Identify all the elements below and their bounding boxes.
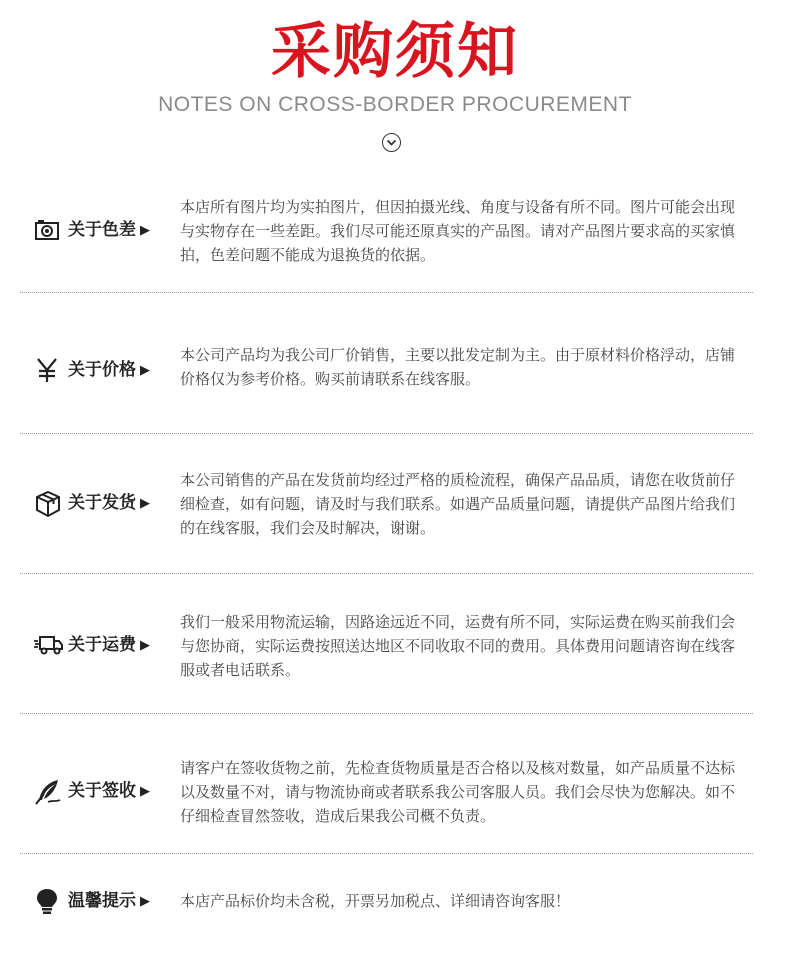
divider <box>20 292 753 293</box>
section-label: 温馨提示 ▶ <box>68 891 150 911</box>
feather-pen-icon <box>34 778 60 804</box>
divider <box>20 573 753 574</box>
arrow-right-icon: ▶ <box>140 363 150 378</box>
section-text: 本公司产品均为我公司厂价销售，主要以批发定制为主。由于原材料价格浮动，店铺价格仅为参考价格。购买前请联系在线客服。 <box>180 346 736 388</box>
section-receipt <box>20 756 753 836</box>
section-tips <box>20 887 753 917</box>
yen-icon <box>34 357 60 383</box>
section-price <box>20 343 753 403</box>
arrow-right-icon: ▶ <box>140 784 150 799</box>
chevron-down-circle-icon <box>382 133 401 152</box>
arrow-right-icon: ▶ <box>140 638 150 653</box>
section-freight <box>20 610 753 690</box>
package-box-icon <box>34 490 60 516</box>
section-color-difference <box>20 195 753 275</box>
divider <box>20 433 753 434</box>
divider <box>20 853 753 854</box>
arrow-right-icon: ▶ <box>140 496 150 511</box>
section-label: 关于签收 ▶ <box>68 781 150 801</box>
arrow-right-icon: ▶ <box>140 894 150 909</box>
section-text: 本店所有图片均为实拍图片，但因拍摄光线、角度与设备有所不同。图片可能会出现与实物存在一些差距。我们尽可能还原真实的产品图。请对产品图片要求高的买家慎拍，色差问题不能成为退换货的依据。 <box>180 198 736 264</box>
section-text: 本公司销售的产品在发货前均经过严格的质检流程，确保产品品质，请您在收货前仔细检查，如有问题，请及时与我们联系。如遇产品质量问题，请提供产品图片给我们的在线客服，我们会及时解决，谢谢。 <box>180 471 736 537</box>
section-text: 请客户在签收货物之前，先检查货物质量是否合格以及核对数量，如产品质量不达标以及数量不对，请与物流协商或者联系我公司客服人员。我们会尽快为您解决。如不仔细检查冒然签收，造成后果我公司概不负责。 <box>180 759 736 825</box>
section-text: 我们一般采用物流运输，因路途远近不同，运费有所不同，实际运费在购买前我们会与您协商，实际运费按照送达地区不同收取不同的费用。具体费用问题请咨询在线客服或者电话联系。 <box>180 613 736 679</box>
section-label: 关于价格 ▶ <box>68 360 150 380</box>
section-label: 关于运费 ▶ <box>68 635 150 655</box>
section-label: 关于色差 ▶ <box>68 220 150 240</box>
section-text: 本店产品标价均未含税，开票另加税点、详细请咨询客服！ <box>180 892 571 910</box>
camera-icon <box>34 217 60 243</box>
lightbulb-icon <box>34 888 60 914</box>
section-shipping <box>20 468 753 548</box>
section-label: 关于发货 ▶ <box>68 493 150 513</box>
page-subtitle: NOTES ON CROSS-BORDER PROCUREMENT <box>158 93 632 116</box>
delivery-truck-icon <box>34 632 60 658</box>
arrow-right-icon: ▶ <box>140 223 150 238</box>
divider <box>20 713 753 714</box>
page-title: 采购须知 <box>271 17 519 87</box>
